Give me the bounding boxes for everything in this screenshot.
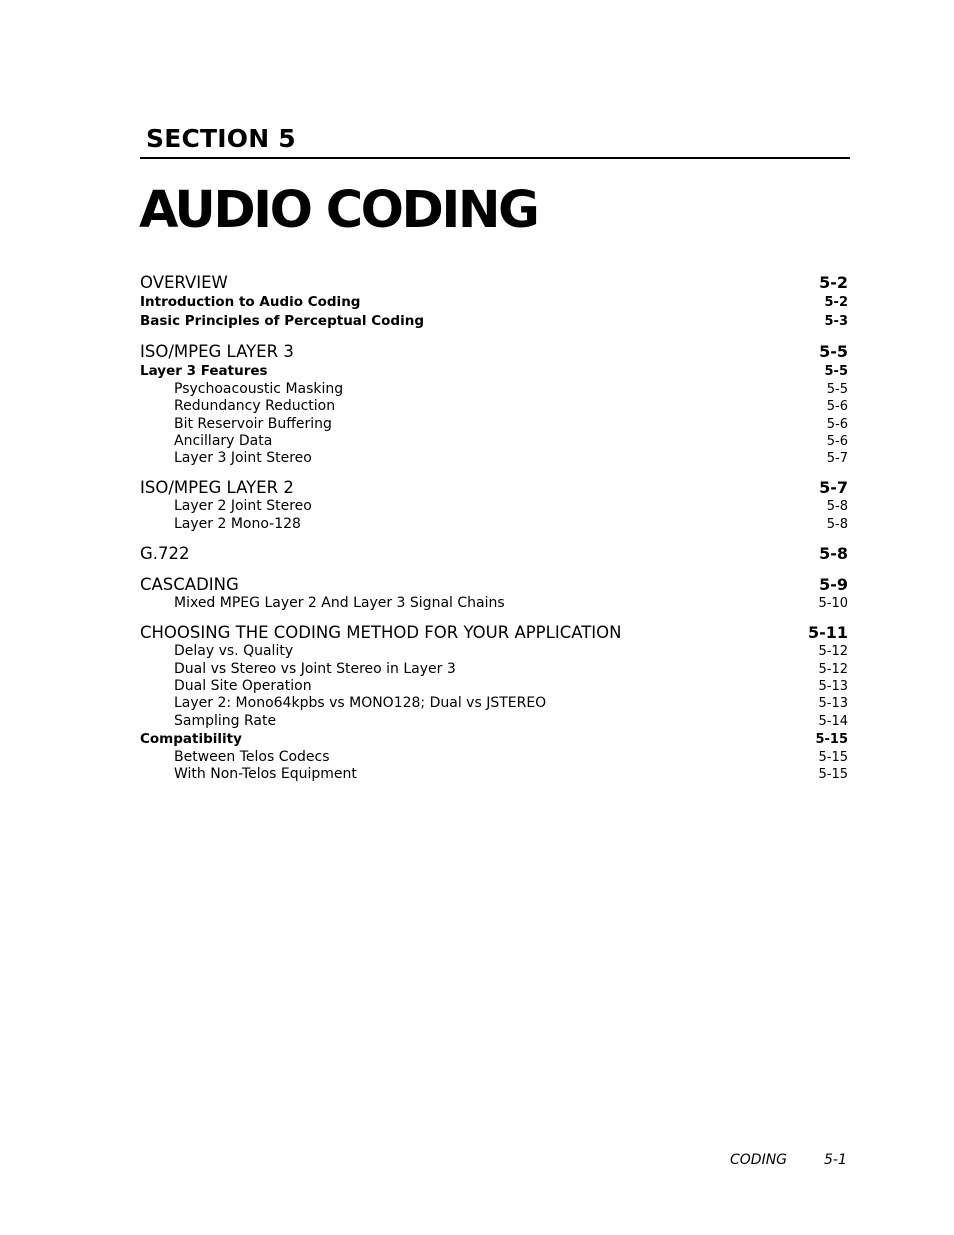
- toc-entry-page: 5-2: [824, 295, 848, 310]
- toc-entry-page: 5-8: [826, 499, 848, 515]
- toc-entry-page: 5-13: [818, 678, 848, 694]
- toc-entry-page: 5-15: [815, 731, 848, 747]
- toc-entry[interactable]: [140, 433, 848, 450]
- chapter-title: AUDIO CODING: [139, 181, 538, 240]
- toc-entry-page: 5-8: [826, 516, 848, 532]
- toc-entry[interactable]: [140, 477, 848, 498]
- toc-entry-label: OVERVIEW: [140, 273, 228, 292]
- toc-entry[interactable]: [140, 766, 848, 783]
- toc-entry-page: 5-5: [819, 342, 848, 361]
- toc-entry-label: CASCADING: [140, 575, 239, 595]
- toc-entry-label: Compatibility: [140, 730, 242, 747]
- toc-entry-label: Redundancy Reduction: [174, 398, 336, 415]
- toc-entry-label: CHOOSING THE CODING METHOD FOR YOUR APPLICATION: [140, 623, 622, 643]
- footer-page-number: 5-1: [824, 1152, 847, 1168]
- toc-entry-label: Layer 2: Mono64kpbs vs MONO128; Dual vs JSTEREO: [174, 695, 547, 712]
- toc-entry-page: 5-6: [826, 433, 848, 449]
- toc-entry-label: Between Telos Codecs: [174, 748, 330, 765]
- toc-entry-label: Ancillary Data: [174, 432, 273, 449]
- toc-entry-page: 5-6: [826, 416, 848, 432]
- toc-entry-label: Layer 3 Joint Stereo: [174, 450, 312, 467]
- toc-entry[interactable]: [140, 661, 848, 678]
- toc-entry[interactable]: [140, 450, 848, 467]
- toc-entry[interactable]: [140, 622, 848, 643]
- toc-entry-label: Layer 3 Features: [140, 363, 268, 379]
- toc-entry[interactable]: [140, 730, 848, 749]
- toc-entry[interactable]: [140, 416, 848, 433]
- footer-chapter-name: CODING: [730, 1152, 788, 1168]
- toc-entry-label: ISO/MPEG LAYER 2: [140, 478, 294, 498]
- toc-entry-page: 5-15: [818, 749, 848, 765]
- toc-entry-page: 5-14: [818, 713, 848, 729]
- toc-entry-label: Dual vs Stereo vs Joint Stereo in Layer 3: [174, 660, 456, 677]
- toc-entry-page: 5-9: [819, 575, 848, 595]
- toc-entry-label: Sampling Rate: [174, 712, 277, 729]
- toc-entry-page: 5-12: [818, 644, 848, 660]
- toc-entry-label: Bit Reservoir Buffering: [174, 415, 332, 432]
- toc-entry[interactable]: [140, 498, 848, 515]
- toc-entry[interactable]: [140, 341, 848, 362]
- toc-entry-page: 5-3: [824, 314, 848, 329]
- toc-entry-page: 5-5: [826, 382, 848, 397]
- toc-entry[interactable]: [140, 293, 848, 312]
- toc-entry-label: Dual Site Operation: [174, 677, 312, 694]
- toc-entry-page: 5-8: [819, 544, 848, 564]
- toc-entry[interactable]: [140, 516, 848, 533]
- header-rule: [140, 157, 850, 159]
- table-of-contents: [140, 272, 848, 783]
- toc-entry[interactable]: [140, 643, 848, 660]
- toc-entry-page: 5-12: [818, 661, 848, 677]
- toc-entry[interactable]: [140, 713, 848, 730]
- toc-entry[interactable]: [140, 695, 848, 712]
- toc-entry-label: Layer 2 Mono-128: [174, 515, 301, 532]
- toc-entry-page: 5-15: [818, 767, 848, 783]
- toc-entry[interactable]: [140, 312, 848, 331]
- toc-entry[interactable]: [140, 678, 848, 695]
- toc-entry[interactable]: [140, 574, 848, 595]
- toc-entry-label: With Non-Telos Equipment: [174, 766, 357, 783]
- toc-entry[interactable]: [140, 272, 848, 293]
- toc-entry-label: Layer 2 Joint Stereo: [174, 498, 312, 515]
- section-label: SECTION 5: [146, 124, 296, 153]
- toc-entry-page: 5-7: [826, 451, 848, 467]
- toc-entry-page: 5-7: [819, 478, 848, 498]
- toc-entry-label: Mixed MPEG Layer 2 And Layer 3 Signal Chains: [174, 595, 505, 612]
- toc-entry-label: G.722: [140, 544, 190, 564]
- toc-entry-label: ISO/MPEG LAYER 3: [140, 342, 294, 361]
- toc-entry[interactable]: [140, 381, 848, 398]
- toc-entry[interactable]: [140, 398, 848, 415]
- toc-entry-page: 5-11: [807, 623, 848, 643]
- toc-entry[interactable]: [140, 543, 848, 564]
- page-footer: [730, 1152, 847, 1168]
- toc-entry-label: Psychoacoustic Masking: [174, 381, 344, 397]
- toc-entry-page: 5-10: [818, 596, 848, 612]
- toc-entry-label: Basic Principles of Perceptual Coding: [140, 313, 424, 329]
- toc-entry-page: 5-5: [824, 364, 848, 379]
- toc-entry[interactable]: [140, 595, 848, 612]
- toc-entry[interactable]: [140, 749, 848, 766]
- toc-entry-label: Delay vs. Quality: [174, 643, 294, 660]
- toc-entry-page: 5-13: [818, 696, 848, 712]
- toc-entry-page: 5-6: [826, 399, 848, 415]
- toc-entry-page: 5-2: [819, 273, 848, 292]
- toc-entry[interactable]: [140, 362, 848, 381]
- toc-entry-label: Introduction to Audio Coding: [140, 294, 361, 310]
